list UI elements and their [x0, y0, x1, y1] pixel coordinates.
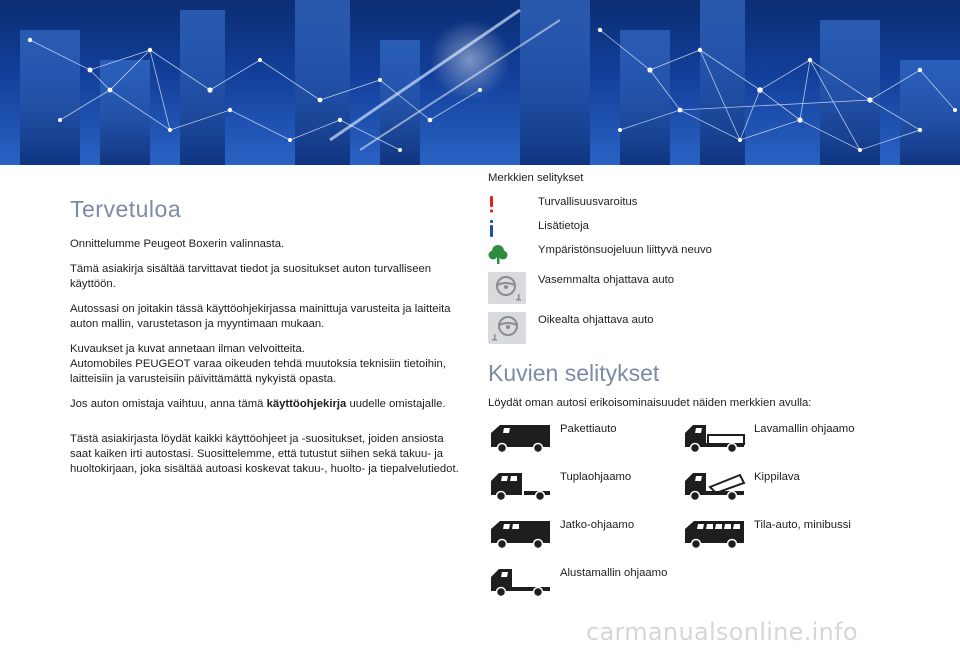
figures-title: Kuvien selitykset [488, 360, 660, 386]
welcome-title: Tervetuloa [70, 196, 182, 222]
vehicle-item [682, 469, 882, 509]
figures-intro: Löydät oman autosi erikoisominaisuudet näiden merkkien avulla: [488, 397, 812, 409]
vehicle-item [488, 565, 688, 605]
tipper-icon [682, 469, 748, 503]
welcome-paragraph: Onnittelumme Peugeot Boxerin valinnasta. [70, 238, 285, 250]
chassis-cab-icon [488, 565, 554, 599]
extended-cab-icon [488, 517, 554, 551]
vehicle-label: Kippilava [754, 471, 800, 483]
legend-item [488, 312, 918, 352]
legend-item [488, 218, 918, 242]
owner-change-text: Jos auton omistaja vaihtuu, anna tämä [70, 398, 267, 410]
legend-section [488, 172, 918, 621]
legend-label: Oikealta ohjattava auto [538, 314, 654, 326]
vehicle-item [682, 421, 882, 461]
legend-item [488, 272, 918, 312]
legend-label: Lisätietoja [538, 220, 589, 232]
owner-change-text-end: uudelle omistajalle. [346, 398, 446, 410]
legend-title: Merkkien selitykset [488, 172, 584, 184]
vehicle-label: Lavamallin ohjaamo [754, 423, 855, 435]
welcome-paragraph-group [70, 342, 460, 387]
vehicle-label: Pakettiauto [560, 423, 617, 435]
right-hand-drive-icon [488, 312, 526, 344]
legend-label: Turvallisuusvaroitus [538, 196, 638, 208]
panel-van-icon [488, 421, 554, 455]
crew-cab-icon [488, 469, 554, 503]
minibus-icon [682, 517, 748, 551]
watermark: carmanualsonline.info [586, 618, 858, 646]
vehicle-label: Jatko-ohjaamo [560, 519, 635, 531]
vehicle-label: Tuplaohjaamo [560, 471, 632, 483]
vehicle-item [682, 517, 882, 557]
welcome-paragraph: Tämä asiakirja sisältää tarvittavat tiedot ja suositukset auton turvalliseen käyttöön. [70, 263, 432, 290]
welcome-paragraph: Tästä asiakirjasta löydät kaikki käyttöohjeet ja -suositukset, joiden ansiosta saat kaiken irti autostasi. Suosittelemme, että tutustut siihen sekä takuu- ja huoltokirjaan, joka sisältää autoasi koskevat takuu-, huolto- ja tiepalvelutiedot. [70, 433, 459, 475]
welcome-paragraph: Automobiles PEUGEOT varaa oikeuden tehdä muutoksia teknisiin tietoihin, laitteisiin ja varusteisiin päivittämättä nykyistä opasta. [70, 358, 446, 385]
vehicle-item [488, 469, 688, 509]
welcome-section [70, 196, 460, 487]
welcome-paragraph: Kuvaukset ja kuvat annetaan ilman velvoitteita. [70, 343, 305, 355]
tree-icon [488, 242, 526, 274]
vehicle-item [488, 517, 688, 557]
vehicle-grid [488, 421, 918, 621]
vehicle-label: Alustamallin ohjaamo [560, 567, 668, 579]
vehicle-item [488, 421, 688, 461]
owner-change-bold: käyttöohjekirja [266, 398, 347, 410]
legend-label: Ympäristönsuojeluun liittyvä neuvo [538, 244, 712, 256]
legend-label: Vasemmalta ohjattava auto [538, 274, 675, 286]
welcome-paragraph: Autossasi on joitakin tässä käyttöohjekirjassa mainittuja varusteita ja laitteita auton mallin, varustetason ja myyntimaan mukaan. [70, 303, 451, 330]
owner-change-paragraph [70, 397, 460, 412]
platform-cab-icon [682, 421, 748, 455]
network-city-image [0, 0, 960, 165]
left-hand-drive-icon [488, 272, 526, 304]
legend-item [488, 242, 918, 272]
hero-banner [0, 0, 960, 165]
vehicle-label: Tila-auto, minibussi [754, 519, 851, 531]
legend-item [488, 194, 918, 218]
